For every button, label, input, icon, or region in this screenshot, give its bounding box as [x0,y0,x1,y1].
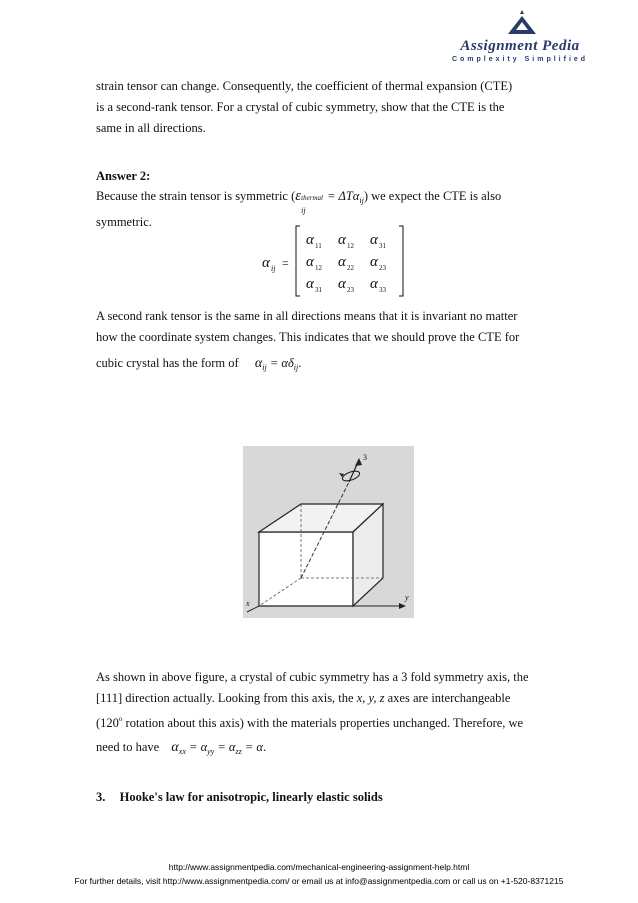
matrix-cell-alpha: α [370,254,378,270]
answer-paragraph-1 [96,186,556,215]
cube-diagram [243,446,414,618]
intro-line-2: is a second-rank tensor. For a crystal of cubic symmetry, show that the CTE is the [96,100,505,114]
matrix-cell-alpha: α [306,254,314,270]
cube-figure [243,446,414,618]
logo [432,8,612,70]
matrix-cell-subscript: 22 [347,264,354,272]
p2-line-3: cubic crystal has the form of [96,356,239,370]
p3-line-3-wrap [96,709,556,734]
cube-front-face [259,532,353,606]
p3-line-2-wrap [96,688,556,709]
logo-tagline: Complexity Simplified [451,56,589,63]
matrix-cell-alpha: α [306,276,314,292]
matrix-cell-alpha: α [306,232,314,248]
logo-name: Assignment Pedia [460,38,580,54]
p3-line-4-wrap: need to have $\alpha_{xx} = \alpha_{yy} = \alpha_{zz} = \alpha$. [96,740,267,756]
cubic-form-alpha: α [254,356,263,371]
strain-subscript: ij [301,206,306,215]
p3-line-2b: axes are interchangeable [384,691,511,705]
matrix-cell-subscript: 23 [379,264,386,272]
strain-superscript: thermal [301,194,323,202]
matrix-lhs-alpha: α [262,255,270,271]
matrix-left-bracket [296,226,300,296]
p2-line-3-wrap: cubic crystal has the form of $\alpha_{ij} = \alpha\delta_{ij}$. [96,356,302,372]
cubic-form-rhs: = αδ [269,356,294,370]
p3-line-1: As shown in above figure, a crystal of cubic symmetry has a 3 fold symmetry axis, the [96,670,529,684]
footer-details: For further details, visit http://www.assignmentpedia.com/ or email us at info@assignmentpedia.com or call us on +1-520-8371215 [74,876,564,886]
axis-3-label: 3 [363,453,367,462]
p1-after: ) we expect the CTE is also [363,189,502,203]
matrix-cell-subscript: 33 [379,286,386,294]
cubic-form-rhs-sub: ij [293,363,299,372]
answer-paragraph-3 [96,667,556,762]
matrix-cell-alpha: α [370,232,378,248]
answer-paragraph-2 [96,306,556,378]
matrix-cell-subscript: 23 [347,286,354,294]
strain-epsilon: ε [295,188,302,204]
logo-book-icon [502,8,542,38]
strain-rhs-subscript: ij [359,196,364,205]
eq-sub-yy: yy [207,747,215,756]
p3-line-4: need to have [96,740,160,754]
p1-before: Because the strain tensor is symmetric ( [96,189,296,203]
answer-heading: Answer 2: [96,169,151,183]
eq-sub-xx: xx [178,747,186,756]
matrix-equals: = [282,256,289,270]
section-title: Hooke's law for anisotropic, linearly elastic solids [119,790,383,804]
intro-line-1: strain tensor can change. Consequently, the coefficient of thermal expansion (CTE) [96,79,513,93]
p3-line-3a: (120 [96,716,119,730]
p3-line-3b: rotation about this axis) with the materials properties unchanged. Therefore, we [122,716,524,730]
section-heading [96,787,556,808]
matrix-cell-subscript: 12 [315,264,322,272]
matrix-cell-subscript: 11 [315,242,322,250]
matrix-cell-alpha: α [338,254,346,270]
intro-line-3: same in all directions. [96,121,206,135]
matrix-cell-subscript: 31 [379,242,386,250]
y-axis-label: y [405,593,409,602]
matrix-cell-subscript: 31 [315,286,322,294]
matrix-lhs-sub: ij [271,264,276,273]
section-number: 3. [96,790,106,804]
p3-line-3-sup: o [118,715,123,723]
matrix-cell-subscript: 12 [347,242,354,250]
matrix-cells [306,232,387,294]
p1-line-2: symmetric. [96,215,152,229]
cubic-form-sub: ij [262,363,267,372]
eq-sub-zz: zz [235,747,242,756]
p3-line-2a: [111] direction actually. Looking from this axis, the [96,691,357,705]
x-axis-label: x [246,599,250,608]
cte-matrix [258,222,408,300]
matrix-cell-alpha: α [370,276,378,292]
intro-paragraph [96,76,556,139]
p2-line-1: A second rank tensor is the same in all directions means that it is invariant no matter [96,309,518,323]
p2-line-2: how the coordinate system changes. This indicates that we should prove the CTE for [96,330,520,344]
matrix-cell-alpha: α [338,232,346,248]
matrix-cell-alpha: α [338,276,346,292]
strain-rhs: = ΔTα [327,189,360,203]
footer-url[interactable]: http://www.assignmentpedia.com/mechanical-engineering-assignment-help.html [168,862,470,872]
matrix-right-bracket [399,226,403,296]
p3-xyz: x, y, z [356,691,385,705]
